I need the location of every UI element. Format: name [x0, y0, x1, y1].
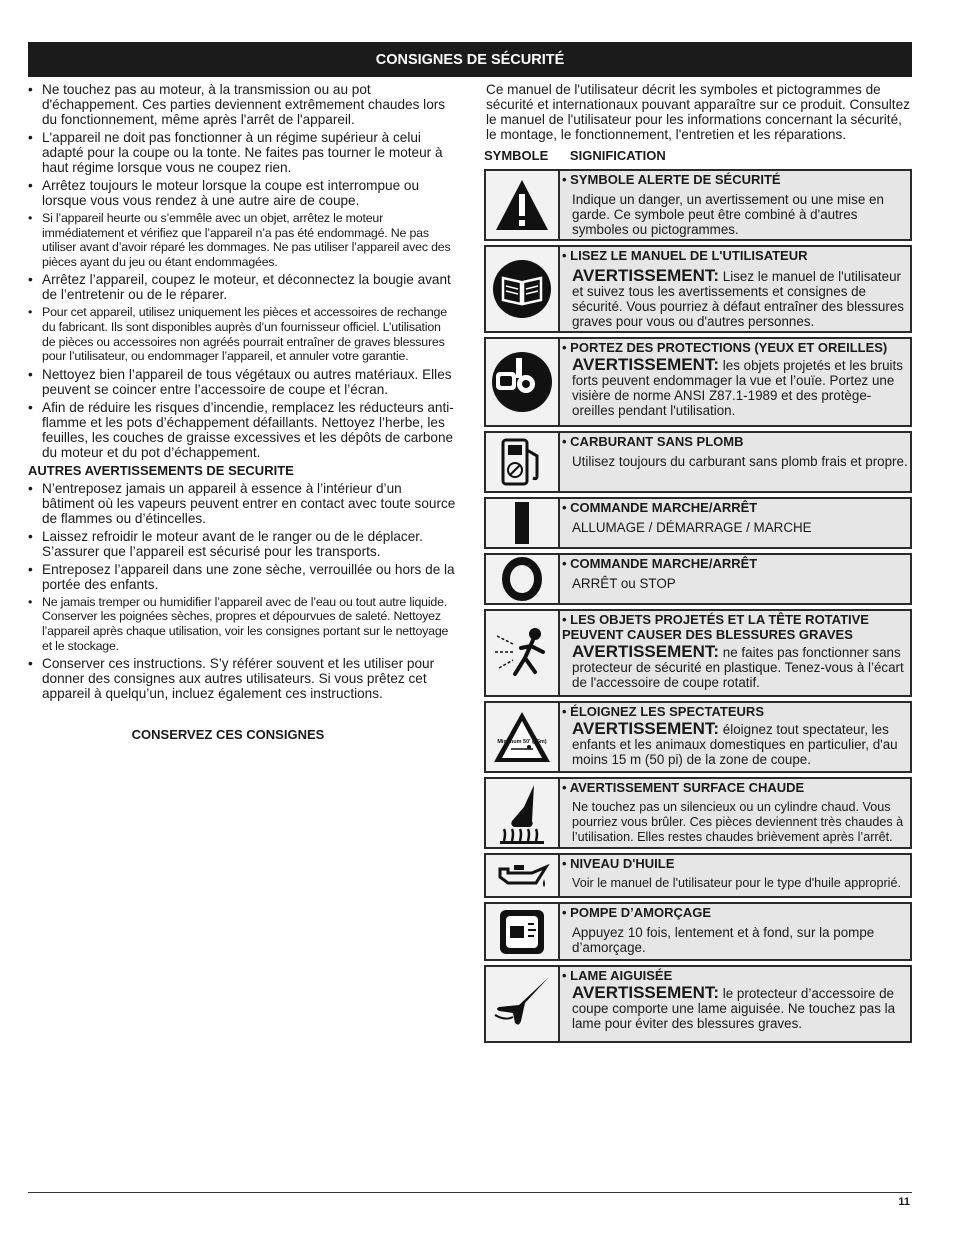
list-item: • Pour cet appareil, utilisez uniquement les pièces et accessoires de rechange du fabricant. Ils sont disponibles auprès d’un fournisseur officiel. L’utilisation de pièces ou accessoires non agréés pourrait entraîner de graves blessures pour l’utilisateur, ou endommager l’appareil, et annuler votre garantie.	[28, 305, 456, 363]
page-number: 11	[898, 1196, 910, 1208]
warning-label: AVERTISSEMENT:	[572, 642, 720, 661]
section-header	[28, 42, 912, 77]
list-item: • Laissez refroidir le moteur avant de le ranger ou de le déplacer. S’assurer que l’appareil est sécurisé pour les transports.	[28, 529, 456, 559]
list-item: • Nettoyez bien l’appareil de tous végétaux ou autres matériaux. Elles peuvent se coincer entre l’accessoire de coupe et l’écran.	[28, 367, 456, 397]
list-item: • Si l’appareil heurte ou s’emmêle avec un objet, arrêtez le moteur immédiatement et vérifiez que l’appareil n’a pas été endommagé. Ne pas utiliser avant d’avoir réparé les dommages. Ne pas utiliser l’appareil avec des pièces ayant du jeu ou étant endommagées.	[28, 211, 456, 269]
sharp-blade-icon	[486, 967, 560, 1041]
right-column	[484, 82, 912, 1047]
alert-triangle-icon	[486, 171, 560, 239]
symbol-title: • LISEZ LE MANUEL DE L'UTILISATEUR	[562, 248, 908, 263]
symbol-row	[484, 431, 912, 493]
symbol-row	[484, 553, 912, 605]
fuel-pump-icon	[486, 433, 560, 491]
symbol-description: ne faites pas fonctionner sans protecteur de sécurité en plastique. Tenez-vous à l’écart de l'accessoire de coupe rotatif.	[572, 645, 904, 690]
symbol-row	[484, 701, 912, 773]
safety-list	[28, 82, 456, 460]
list-item: • N’entreposez jamais un appareil à essence à l’intérieur d’un bâtiment où les vapeurs peuvent entrer en contact avec toute source de flammes ou d’étincelles.	[28, 481, 456, 526]
symbol-description: les objets projetés et les bruits forts peuvent endommager la vue et l’ouïe. Portez une visière de norme ANSI Z87.1-1989 et des protège-oreilles pendant l'utilisation.	[572, 358, 903, 418]
symbol-row	[484, 777, 912, 849]
symbol-description: éloignez tout spectateur, les enfants et les animaux domestiques en particulier, d'au moins 15 m (50 pi) de la zone de coupe.	[572, 722, 898, 767]
symbol-description: Voir le manuel de l'utilisateur pour le type d'huile approprié.	[572, 876, 901, 890]
symbol-title: • ÉLOIGNEZ LES SPECTATEURS	[562, 704, 908, 719]
symbol-description: ALLUMAGE / DÉMARRAGE / MARCHE	[572, 520, 812, 535]
other-warnings-heading: AUTRES AVERTISSEMENTS DE SECURITE	[28, 462, 294, 478]
symbols-table-header	[484, 148, 912, 163]
section-title: CONSIGNES DE SÉCURITÉ	[375, 51, 565, 68]
bystander-distance-label: Minimum 50' (15m)	[497, 739, 547, 745]
symbol-row	[484, 245, 912, 333]
symbol-description: Indique un danger, un avertissement ou une mise en garde. Ce symbole peut être combiné à d'autres symboles ou pictogrammes.	[572, 192, 884, 237]
symbol-title: • SYMBOLE ALERTE DE SÉCURITÉ	[562, 172, 908, 187]
symbol-description: Lisez le manuel de l'utilisateur et suivez tous les avertissements et consignes de sécurité. Vous pourriez à défaut entraîner des blessures graves pour vous ou d'autres personnes.	[572, 269, 904, 329]
keep-instructions-note: CONSERVEZ CES CONSIGNES	[131, 727, 325, 743]
list-item: • Entreposez l’appareil dans une zone sèche, verrouillée ou hors de la portée des enfants.	[28, 562, 456, 592]
column-header-symbol: SYMBOLE	[484, 148, 549, 163]
warning-label: AVERTISSEMENT:	[572, 266, 720, 285]
symbol-row	[484, 337, 912, 427]
symbol-row	[484, 169, 912, 241]
symbol-title: • NIVEAU D'HUILE	[562, 856, 908, 871]
oil-can-icon	[486, 855, 560, 896]
symbol-title: • AVERTISSEMENT SURFACE CHAUDE	[562, 780, 908, 795]
left-column	[28, 82, 456, 742]
symbol-title: • COMMANDE MARCHE/ARRÊT	[562, 500, 908, 515]
hot-surface-icon	[486, 779, 560, 847]
other-warnings-list	[28, 481, 456, 701]
warning-label: AVERTISSEMENT:	[572, 355, 720, 374]
column-header-meaning: SIGNIFICATION	[569, 148, 666, 163]
symbol-title: • PORTEZ DES PROTECTIONS (YEUX ET OREILLES)	[562, 340, 908, 355]
list-item: • Arrêtez toujours le moteur lorsque la coupe est interrompue ou lorsque vous vous rendez à une autre aire de coupe.	[28, 178, 456, 208]
list-item: • Conserver ces instructions. S’y référer souvent et les utiliser pour donner des consignes aux autres utilisateurs. Si vous prêtez cet appareil à quelqu’un, incluez également ces instructions.	[28, 656, 456, 701]
symbol-title: • POMPE D’AMORÇAGE	[562, 905, 908, 920]
bystanders-icon	[486, 703, 560, 771]
list-item: • Ne touchez pas au moteur, à la transmission ou au pot d'échappement. Ces parties deviennent extrêmement chaudes lors du fonctionnement, même après l'arrêt de l'appareil.	[28, 82, 456, 127]
primer-bulb-icon	[486, 904, 560, 959]
on-switch-icon	[486, 499, 560, 547]
symbol-row	[484, 853, 912, 898]
list-item: • Afin de réduire les risques d’incendie, remplacez les réducteurs anti-flamme et les pots d’échappement défaillants. Nettoyez l’herbe, les feuilles, les couches de graisse excessives et les dépôts de carbone du moteur et du pot d’échappement.	[28, 400, 456, 460]
eye-ear-protection-icon	[486, 339, 560, 425]
manual-book-icon	[486, 247, 560, 331]
warning-label: AVERTISSEMENT:	[572, 983, 720, 1002]
list-item: • L'appareil ne doit pas fonctionner à un régime supérieur à celui adapté pour la coupe ou la tonte. Ne faites pas tourner le moteur à haut régime lorsque vous ne coupez rien.	[28, 130, 456, 175]
symbol-row	[484, 497, 912, 549]
symbol-description: le protecteur d’accessoire de coupe comporte une lame aiguisée. Ne touchez pas la lame pour éviter des blessures graves.	[572, 986, 896, 1031]
symbol-description: Ne touchez pas un silencieux ou un cylindre chaud. Vous pourriez vous brûler. Ces pièces deviennent très chaudes à l’utilisation. Elles restes chaudes brièvement après l’arrêt.	[572, 800, 904, 844]
symbol-description: ARRÊT ou STOP	[572, 576, 676, 591]
warning-label: AVERTISSEMENT:	[572, 719, 720, 738]
symbol-row	[484, 609, 912, 697]
symbol-title: • COMMANDE MARCHE/ARRÊT	[562, 556, 908, 571]
symbol-title: • LAME AIGUISÉE	[562, 968, 908, 983]
list-item: • Ne jamais tremper ou humidifier l’appareil avec de l’eau ou tout autre liquide. Conserver les poignées sèches, propres et dépourvues de saleté. Nettoyez l’appareil après chaque utilisation, voir les consignes portant sur le nettoyage et le stockage.	[28, 595, 456, 653]
symbol-row	[484, 902, 912, 961]
off-switch-icon	[486, 555, 560, 603]
symbol-title: • LES OBJETS PROJETÉS ET LA TÊTE ROTATIVE PEUVENT CAUSER DES BLESSURES GRAVES	[562, 612, 908, 642]
symbol-description: Utilisez toujours du carburant sans plomb frais et propre.	[572, 454, 908, 469]
list-item: • Arrêtez l’appareil, coupez le moteur, et déconnectez la bougie avant de l’entretenir ou de le réparer.	[28, 272, 456, 302]
symbol-row	[484, 965, 912, 1043]
symbols-intro: Ce manuel de l'utilisateur décrit les symboles et pictogrammes de sécurité et internationaux pouvant apparaître sur ce produit. Consultez le manuel de l'utilisateur pour les informations concernant la sécurité, le montage, le fonctionnement, l'entretien et les réparations.	[486, 82, 910, 142]
symbol-description: Appuyez 10 fois, lentement et à fond, sur la pompe d’amorçage.	[572, 925, 875, 955]
symbol-title: • CARBURANT SANS PLOMB	[562, 434, 908, 449]
footer-divider	[28, 1192, 912, 1193]
thrown-objects-icon	[486, 611, 560, 695]
